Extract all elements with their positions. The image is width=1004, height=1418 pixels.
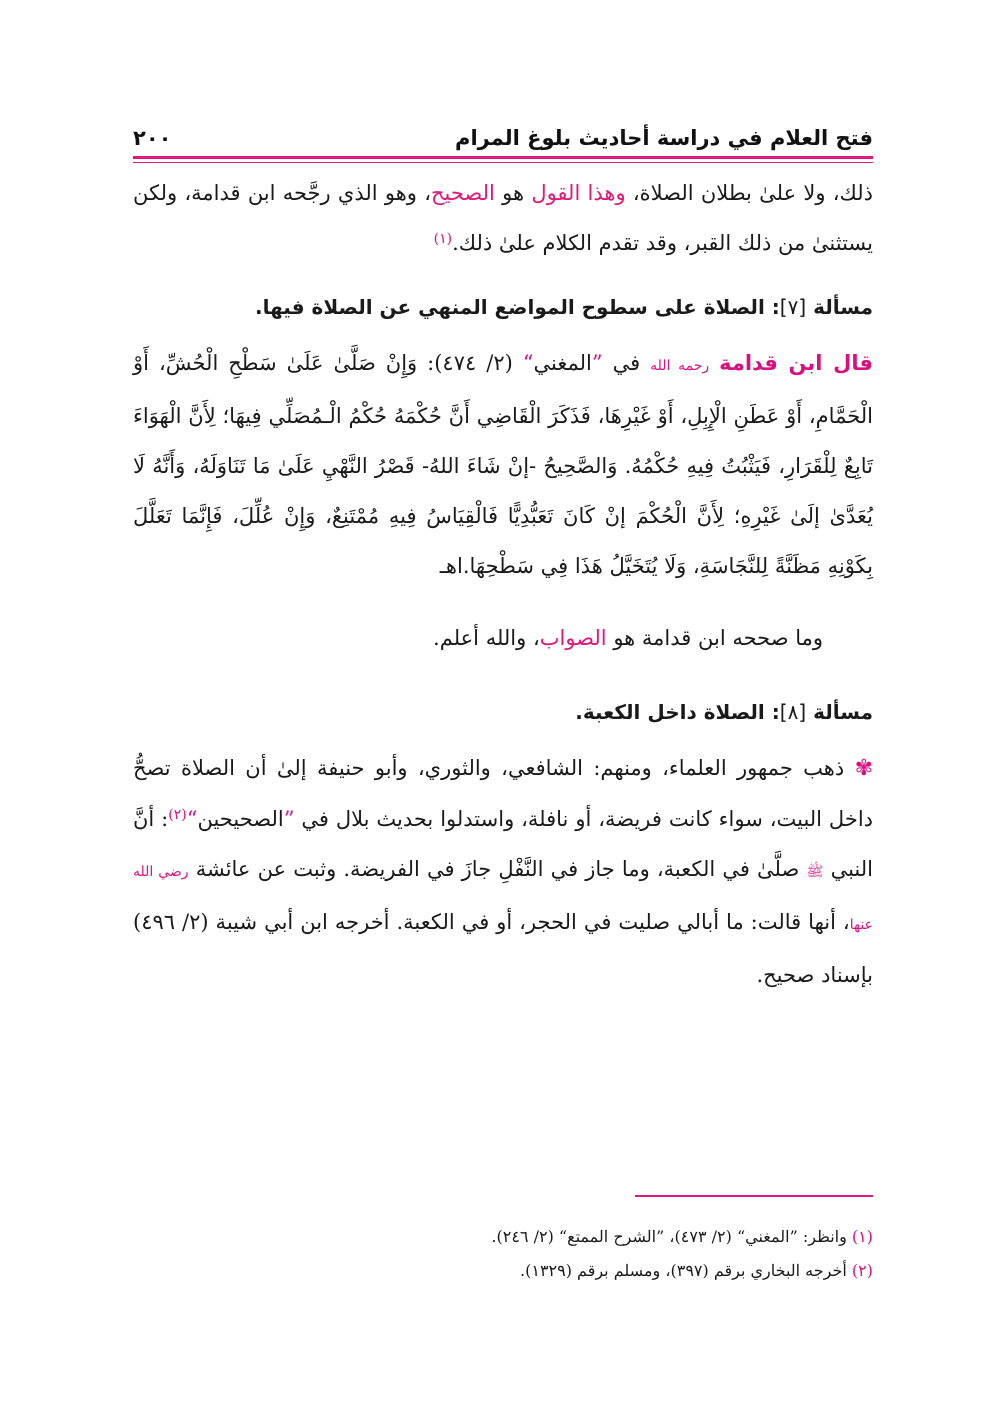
quote-mark: ” [591,351,603,375]
highlight-this-opinion: وهذا القول [531,181,626,205]
quote-end-mark: اهـ [439,554,463,578]
running-title: فتح العلام في دراسة أحاديث بلوغ المرام [455,126,873,150]
footnote-text: أخرجه البخاري برقم (٣٩٧)، ومسلم برقم (١٣٢٩). [520,1261,852,1280]
footnote-ref-1[interactable]: (١) [433,231,453,247]
quote-mark: “ [186,807,198,831]
highlight-correct: الصحيح [430,181,495,205]
header-rule-thick [133,156,873,159]
masala-colon: : [764,700,780,724]
source-title: الصحيحين [197,807,284,831]
body-text [133,168,873,1000]
masala-title: الصلاة داخل الكعبة. [575,700,765,724]
masala-8-heading [133,687,873,737]
paragraph-2 [133,613,873,663]
footnote-2 [133,1254,873,1288]
footnotes [133,1220,873,1288]
footnote-ref-2[interactable]: (٢) [168,807,187,823]
masala-label: مسألة [806,295,873,319]
text-run: في [602,351,651,375]
masala-label: مسألة [806,700,873,724]
flower-icon: ✾ [854,756,873,781]
text-run: ، وهو الذي رجَّحه ابن قدامة، ولكن يستثنىٰ من ذلك القبر، وقد تقدم الكلام علىٰ ذلك. [133,181,873,255]
honorific-salawat: ﷺ [806,864,824,880]
footnote-1 [133,1220,873,1254]
masala-number: [٧] [779,295,807,319]
masala-number: [٨] [779,700,807,724]
honorific-rahimahullah: رحمه الله [650,358,710,374]
footnote-separator [635,1195,873,1197]
masala-7-heading [133,282,873,332]
text-run: ذهب جمهور العلماء، ومنهم: الشافعي، والثوري، وأبو حنيفة إلىٰ أن الصلاة تصحُّ داخل البيت، سواء كانت فريضة، أو نافلة، واستدلوا بحديث بلال في [133,756,874,831]
page-number: ٢٠٠ [133,126,172,150]
text-run: : أنَّ النبي [133,807,873,881]
speaker: قال ابن قدامة [719,351,873,375]
quoted-text: وَإِنْ صَلَّىٰ عَلَىٰ سَطْحِ الْحُشِّ، أَوْ الْحَمَّامِ، أَوْ عَطَنِ الْإِبِلِ، أَوْ غَيْرِهَا، فَذَكَرَ الْقَاضِي أَنَّ حُكْمَهُ حُكْمُ الْـمُصَلِّي فِيهَا؛ لِأَنَّ الْهَوَاءَ تَابِعٌ لِلْقَرَارِ، فَيَثْبُتُ فِيهِ حُكْمُهُ. وَالصَّحِيحُ -إنْ شَاءَ اللهُ- قَصْرُ النَّهْيِ عَلَىٰ مَا تَنَاوَلَهُ، وَأَنَّهُ لَا يُعَدَّىٰ إلَىٰ غَيْرِهِ؛ لِأَنَّ الْحُكْمَ إنْ كَانَ تَعَبُّدِيًّا فَالْقِيَاسُ فِيهِ مُمْتَنِعٌ، وَإِنْ عُلِّلَ، فَإِنَّمَا تَعَلَّلَ بِكَوْنِهِ مَظَنَّةً لِلنَّجَاسَةِ، وَلَا يُتَخَيَّلُ هَذَا فِي سَطْحِهَا. [133,351,873,578]
text-run: ، والله أعلم. [433,626,540,650]
text-run: ذلك، ولا علىٰ بطلان الصلاة، [625,181,873,205]
ibn-qudama-quote [133,338,873,591]
source-title: المغني [533,351,592,375]
paragraph-3 [133,743,873,1000]
page-header [133,122,873,154]
quote-mark: ” [283,807,295,831]
text-run: هو [494,181,532,205]
highlight-correct-view: الصواب [539,626,607,650]
footnote-number: (٢) [851,1261,873,1280]
header-rule-thin [133,162,873,163]
footnote-number: (١) [851,1227,873,1246]
text-run: وما صححه ابن قدامة هو [606,626,823,650]
text-run: ، أنها قالت: ما أبالي صليت في الحجر، أو في الكعبة. أخرجه ابن أبي شيبة (٢/ ٤٩٦) بإسناد صحيح. [133,910,873,987]
masala-colon: : [764,295,780,319]
paragraph-1 [133,168,873,268]
footnote-text: وانظر: ”المغني“ (٢/ ٤٧٣)، ”الشرح الممتع“ (٢/ ٢٤٦). [491,1227,852,1246]
text-run: صلَّىٰ في الكعبة، وما جاز في النَّفْلِ جازَ في الفريضة. وثبت عن عائشة [188,857,807,881]
source-reference: (٢/ ٤٧٤): [417,351,523,375]
honorific-radiyallahu-anha: رضي الله عنها [133,864,873,933]
quote-mark: “ [522,351,534,375]
masala-title: الصلاة على سطوح المواضع المنهي عن الصلاة فيها. [255,295,765,319]
